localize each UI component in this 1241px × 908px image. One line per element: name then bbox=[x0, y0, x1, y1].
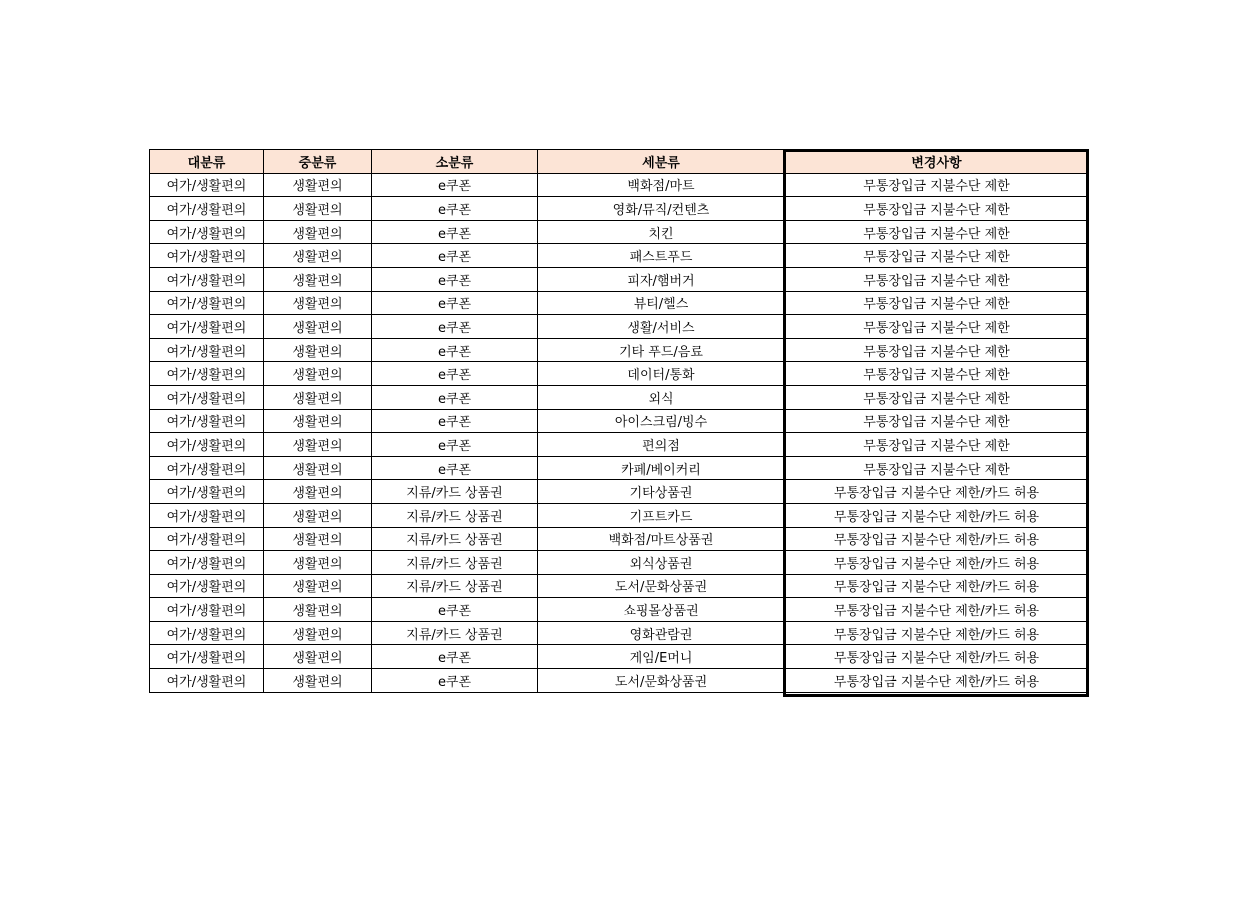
cell-changes: 무통장입금 지불수단 제한 bbox=[785, 433, 1089, 457]
category-table-container bbox=[149, 149, 1089, 693]
cell-sub-category: 도서/문화상품권 bbox=[538, 669, 785, 693]
table-row bbox=[150, 527, 1089, 551]
cell-middle-category: 생활편의 bbox=[264, 385, 372, 409]
cell-major-category: 여가/생활편의 bbox=[150, 551, 264, 575]
cell-changes: 무통장입금 지불수단 제한/카드 허용 bbox=[785, 598, 1089, 622]
cell-middle-category: 생활편의 bbox=[264, 338, 372, 362]
table-row bbox=[150, 197, 1089, 221]
cell-major-category: 여가/생활편의 bbox=[150, 338, 264, 362]
cell-middle-category: 생활편의 bbox=[264, 291, 372, 315]
cell-middle-category: 생활편의 bbox=[264, 645, 372, 669]
cell-middle-category: 생활편의 bbox=[264, 220, 372, 244]
cell-sub-category: 패스트푸드 bbox=[538, 244, 785, 268]
cell-changes: 무통장입금 지불수단 제한/카드 허용 bbox=[785, 645, 1089, 669]
cell-minor-category: e쿠폰 bbox=[372, 244, 538, 268]
cell-minor-category: e쿠폰 bbox=[372, 409, 538, 433]
cell-minor-category: 지류/카드 상품권 bbox=[372, 503, 538, 527]
cell-changes: 무통장입금 지불수단 제한 bbox=[785, 244, 1089, 268]
cell-middle-category: 생활편의 bbox=[264, 433, 372, 457]
cell-major-category: 여가/생활편의 bbox=[150, 574, 264, 598]
cell-major-category: 여가/생활편의 bbox=[150, 527, 264, 551]
cell-minor-category: e쿠폰 bbox=[372, 433, 538, 457]
cell-minor-category: e쿠폰 bbox=[372, 315, 538, 339]
cell-middle-category: 생활편의 bbox=[264, 456, 372, 480]
cell-minor-category: e쿠폰 bbox=[372, 267, 538, 291]
table-row bbox=[150, 173, 1089, 197]
cell-middle-category: 생활편의 bbox=[264, 197, 372, 221]
cell-changes: 무통장입금 지불수단 제한/카드 허용 bbox=[785, 574, 1089, 598]
cell-middle-category: 생활편의 bbox=[264, 409, 372, 433]
cell-major-category: 여가/생활편의 bbox=[150, 480, 264, 504]
cell-major-category: 여가/생활편의 bbox=[150, 385, 264, 409]
cell-middle-category: 생활편의 bbox=[264, 173, 372, 197]
cell-major-category: 여가/생활편의 bbox=[150, 267, 264, 291]
cell-middle-category: 생활편의 bbox=[264, 503, 372, 527]
cell-major-category: 여가/생활편의 bbox=[150, 173, 264, 197]
header-sub-category: 세분류 bbox=[538, 150, 785, 174]
cell-sub-category: 외식상품권 bbox=[538, 551, 785, 575]
table-row bbox=[150, 433, 1089, 457]
cell-major-category: 여가/생활편의 bbox=[150, 503, 264, 527]
cell-major-category: 여가/생활편의 bbox=[150, 669, 264, 693]
table-row bbox=[150, 362, 1089, 386]
cell-middle-category: 생활편의 bbox=[264, 267, 372, 291]
table-row bbox=[150, 244, 1089, 268]
cell-major-category: 여가/생활편의 bbox=[150, 645, 264, 669]
cell-middle-category: 생활편의 bbox=[264, 669, 372, 693]
table-row bbox=[150, 551, 1089, 575]
cell-minor-category: e쿠폰 bbox=[372, 220, 538, 244]
table-row bbox=[150, 315, 1089, 339]
table-row bbox=[150, 409, 1089, 433]
cell-major-category: 여가/생활편의 bbox=[150, 197, 264, 221]
cell-middle-category: 생활편의 bbox=[264, 362, 372, 386]
cell-changes: 무통장입금 지불수단 제한/카드 허용 bbox=[785, 669, 1089, 693]
cell-minor-category: 지류/카드 상품권 bbox=[372, 551, 538, 575]
table-row bbox=[150, 598, 1089, 622]
cell-major-category: 여가/생활편의 bbox=[150, 291, 264, 315]
cell-sub-category: 게임/E머니 bbox=[538, 645, 785, 669]
header-row bbox=[150, 150, 1089, 174]
cell-middle-category: 생활편의 bbox=[264, 621, 372, 645]
cell-minor-category: e쿠폰 bbox=[372, 197, 538, 221]
table-row bbox=[150, 220, 1089, 244]
cell-minor-category: e쿠폰 bbox=[372, 598, 538, 622]
cell-sub-category: 아이스크림/빙수 bbox=[538, 409, 785, 433]
cell-changes: 무통장입금 지불수단 제한 bbox=[785, 267, 1089, 291]
cell-sub-category: 기타 푸드/음료 bbox=[538, 338, 785, 362]
cell-changes: 무통장입금 지불수단 제한/카드 허용 bbox=[785, 527, 1089, 551]
cell-sub-category: 쇼핑몰상품권 bbox=[538, 598, 785, 622]
cell-major-category: 여가/생활편의 bbox=[150, 409, 264, 433]
cell-major-category: 여가/생활편의 bbox=[150, 433, 264, 457]
cell-minor-category: e쿠폰 bbox=[372, 362, 538, 386]
table-row bbox=[150, 621, 1089, 645]
cell-sub-category: 외식 bbox=[538, 385, 785, 409]
cell-changes: 무통장입금 지불수단 제한 bbox=[785, 385, 1089, 409]
cell-sub-category: 편의점 bbox=[538, 433, 785, 457]
table-row bbox=[150, 480, 1089, 504]
cell-changes: 무통장입금 지불수단 제한/카드 허용 bbox=[785, 503, 1089, 527]
table-body bbox=[150, 173, 1089, 692]
cell-changes: 무통장입금 지불수단 제한 bbox=[785, 220, 1089, 244]
cell-middle-category: 생활편의 bbox=[264, 480, 372, 504]
table-row bbox=[150, 669, 1089, 693]
cell-changes: 무통장입금 지불수단 제한/카드 허용 bbox=[785, 480, 1089, 504]
cell-sub-category: 치킨 bbox=[538, 220, 785, 244]
cell-minor-category: 지류/카드 상품권 bbox=[372, 621, 538, 645]
cell-changes: 무통장입금 지불수단 제한 bbox=[785, 173, 1089, 197]
cell-major-category: 여가/생활편의 bbox=[150, 315, 264, 339]
cell-sub-category: 영화/뮤직/컨텐츠 bbox=[538, 197, 785, 221]
cell-minor-category: e쿠폰 bbox=[372, 645, 538, 669]
cell-minor-category: e쿠폰 bbox=[372, 338, 538, 362]
cell-middle-category: 생활편의 bbox=[264, 244, 372, 268]
table-row bbox=[150, 456, 1089, 480]
cell-sub-category: 데이터/통화 bbox=[538, 362, 785, 386]
cell-major-category: 여가/생활편의 bbox=[150, 456, 264, 480]
cell-major-category: 여가/생활편의 bbox=[150, 220, 264, 244]
table-row bbox=[150, 645, 1089, 669]
cell-sub-category: 도서/문화상품권 bbox=[538, 574, 785, 598]
cell-sub-category: 기타상품권 bbox=[538, 480, 785, 504]
cell-minor-category: 지류/카드 상품권 bbox=[372, 574, 538, 598]
table-row bbox=[150, 574, 1089, 598]
cell-minor-category: e쿠폰 bbox=[372, 669, 538, 693]
cell-minor-category: 지류/카드 상품권 bbox=[372, 480, 538, 504]
cell-minor-category: e쿠폰 bbox=[372, 385, 538, 409]
table-row bbox=[150, 338, 1089, 362]
cell-minor-category: 지류/카드 상품권 bbox=[372, 527, 538, 551]
cell-minor-category: e쿠폰 bbox=[372, 456, 538, 480]
cell-changes: 무통장입금 지불수단 제한/카드 허용 bbox=[785, 551, 1089, 575]
cell-changes: 무통장입금 지불수단 제한 bbox=[785, 409, 1089, 433]
cell-major-category: 여가/생활편의 bbox=[150, 362, 264, 386]
header-middle-category: 중분류 bbox=[264, 150, 372, 174]
table-row bbox=[150, 291, 1089, 315]
cell-changes: 무통장입금 지불수단 제한 bbox=[785, 315, 1089, 339]
cell-sub-category: 카페/베이커리 bbox=[538, 456, 785, 480]
cell-major-category: 여가/생활편의 bbox=[150, 621, 264, 645]
cell-sub-category: 뷰티/헬스 bbox=[538, 291, 785, 315]
header-minor-category: 소분류 bbox=[372, 150, 538, 174]
cell-major-category: 여가/생활편의 bbox=[150, 598, 264, 622]
cell-changes: 무통장입금 지불수단 제한 bbox=[785, 291, 1089, 315]
cell-middle-category: 생활편의 bbox=[264, 527, 372, 551]
cell-major-category: 여가/생활편의 bbox=[150, 244, 264, 268]
cell-middle-category: 생활편의 bbox=[264, 574, 372, 598]
table-row bbox=[150, 385, 1089, 409]
cell-sub-category: 피자/햄버거 bbox=[538, 267, 785, 291]
cell-changes: 무통장입금 지불수단 제한 bbox=[785, 338, 1089, 362]
cell-minor-category: e쿠폰 bbox=[372, 291, 538, 315]
cell-changes: 무통장입금 지불수단 제한 bbox=[785, 197, 1089, 221]
header-major-category: 대분류 bbox=[150, 150, 264, 174]
cell-changes: 무통장입금 지불수단 제한/카드 허용 bbox=[785, 621, 1089, 645]
cell-changes: 무통장입금 지불수단 제한 bbox=[785, 456, 1089, 480]
cell-sub-category: 기프트카드 bbox=[538, 503, 785, 527]
cell-middle-category: 생활편의 bbox=[264, 598, 372, 622]
header-changes: 변경사항 bbox=[785, 150, 1089, 174]
cell-middle-category: 생활편의 bbox=[264, 315, 372, 339]
category-table bbox=[149, 149, 1089, 693]
table-row bbox=[150, 503, 1089, 527]
cell-sub-category: 백화점/마트 bbox=[538, 173, 785, 197]
cell-sub-category: 백화점/마트상품권 bbox=[538, 527, 785, 551]
cell-minor-category: e쿠폰 bbox=[372, 173, 538, 197]
table-row bbox=[150, 267, 1089, 291]
cell-sub-category: 영화관람권 bbox=[538, 621, 785, 645]
cell-changes: 무통장입금 지불수단 제한 bbox=[785, 362, 1089, 386]
cell-middle-category: 생활편의 bbox=[264, 551, 372, 575]
cell-sub-category: 생활/서비스 bbox=[538, 315, 785, 339]
